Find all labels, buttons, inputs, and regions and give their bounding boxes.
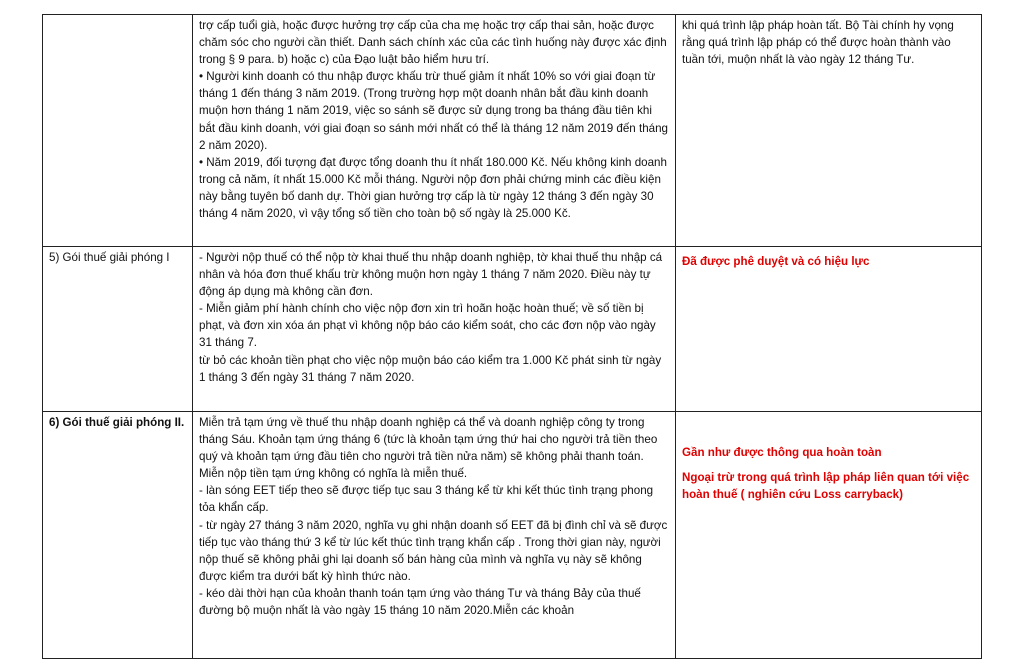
paragraph: Miễn trả tạm ứng về thuế thu nhập doanh nghiệp cá thể và doanh nghiệp công ty trong tháng Sáu. Khoản tạm ứng tháng 6 (tức là khoản tạm ứng thứ hai cho người trả tiền theo quý và khoản tạm ứng đầu tiên cho người trả tiền nửa năm) sẽ không phải thanh toán. Miễn nộp tiền tạm ứng không có nghĩa là miễn thuế. [199, 416, 658, 481]
status-almost-passed: Gần như được thông qua hoàn toàn [682, 446, 882, 459]
paragraph: - từ ngày 27 tháng 3 năm 2020, nghĩa vụ ghi nhận doanh số EET đã bị đình chỉ và sẽ được tiếp tục vào tháng thứ 3 kể từ lúc kết thúc tình trạng khẩn cấp . Trong thời gian này, người nộp thuế sẽ không phải ghi lại doanh số bán hàng của mình và nghĩa vụ này sẽ không được kiểm tra dưới bất kỳ hình thức nào. [199, 518, 668, 583]
table-row [43, 412, 982, 659]
status-text: khi quá trình lập pháp hoàn tất. Bộ Tài chính hy vọng rằng quá trình lập pháp có thể được hoàn thành vào tuần tới, muộn nhất là vào ngày 12 tháng Tư. [682, 19, 954, 67]
row-label: 5) Gói thuế giải phóng I [43, 247, 193, 412]
status-exception: Ngoại trừ trong quá trình lập pháp liên quan tới việc hoàn thuế ( nghiên cứu Loss carryback) [682, 471, 970, 502]
paragraph: - Người nộp thuế có thể nộp tờ khai thuế thu nhập doanh nghiệp, tờ khai thuế thu nhập cá nhân và hóa đơn thuế khấu trừ không muộn hơn ngày 1 tháng 7 năm 2020. Điều này tự động áp dụng mà không cần đơn. [199, 251, 663, 299]
row-label: 6) Gói thuế giải phóng II. [43, 412, 193, 659]
row-status [676, 15, 982, 247]
paragraph: - làn sóng EET tiếp theo sẽ được tiếp tục sau 3 tháng kể từ khi kết thúc tình trạng phong tỏa khẩn cấp. [199, 484, 654, 515]
paragraph: - kéo dài thời hạn của khoản thanh toán tạm ứng vào tháng Tư và tháng Bảy của thuế đường bộ muộn nhất là vào ngày 15 tháng 10 năm 2020.Miễn các khoản [199, 586, 641, 618]
bullet-paragraph: • Năm 2019, đối tượng đạt được tổng doanh thu ít nhất 180.000 Kč. Nếu không kinh doanh trong cả năm, ít nhất 15.000 Kč mỗi tháng. Người nộp đơn phải chứng minh các điều kiện này bằng tuyên bố danh dự. Thời gian hưởng trợ cấp là từ ngày 12 tháng 3 đến ngày 30 tháng 4 năm 2020, vì vậy tổng số tiền cho toàn bộ số ngày là 25.000 Kč. [199, 155, 667, 221]
paragraph: từ bỏ các khoản tiền phạt cho việc nộp muộn báo cáo kiểm tra 1.000 Kč phát sinh từ ngày 1 tháng 3 đến ngày 31 tháng 7 năm 2020. [199, 353, 662, 384]
status-approved: Đã được phê duyệt và có hiệu lực [682, 255, 870, 268]
row-content [193, 412, 676, 659]
row-content [193, 15, 676, 247]
row-status [676, 247, 982, 412]
row-content [193, 247, 676, 412]
table-row [43, 247, 982, 412]
table-row [43, 15, 982, 247]
paragraph: trợ cấp tuổi già, hoặc được hưởng trợ cấp của cha mẹ hoặc trợ cấp thai sản, hoặc được chăm sóc cho người cần thiết. Danh sách chính xác của các tình huống này được xác định trong § 9 para. b) hoặc c) của Đạo luật bảo hiểm hưu trí. [199, 19, 667, 67]
row-label [43, 15, 193, 247]
document-table [42, 14, 982, 659]
paragraph: - Miễn giảm phí hành chính cho việc nộp đơn xin trì hoãn hoặc hoàn thuế; về số tiền bị phạt, và đơn xin xóa án phạt vì không nộp báo cáo kiểm soát, cho các đơn nộp vào ngày 31 tháng 7. [199, 302, 656, 350]
bullet-paragraph: • Người kinh doanh có thu nhập được khấu trừ thuế giảm ít nhất 10% so với giai đoạn từ tháng 1 đến tháng 3 năm 2019. (Trong trường hợp một doanh nhân bắt đầu kinh doanh muộn hơn tháng 1 năm 2019, việc so sánh sẽ được sử dụng trong ba tháng đầu tiên khi bắt đầu kinh doanh, với giai đoạn so sánh mới nhất có thể là tháng 12 năm 2019 đến tháng 2 năm 2020). [199, 70, 668, 152]
row-status [676, 412, 982, 659]
